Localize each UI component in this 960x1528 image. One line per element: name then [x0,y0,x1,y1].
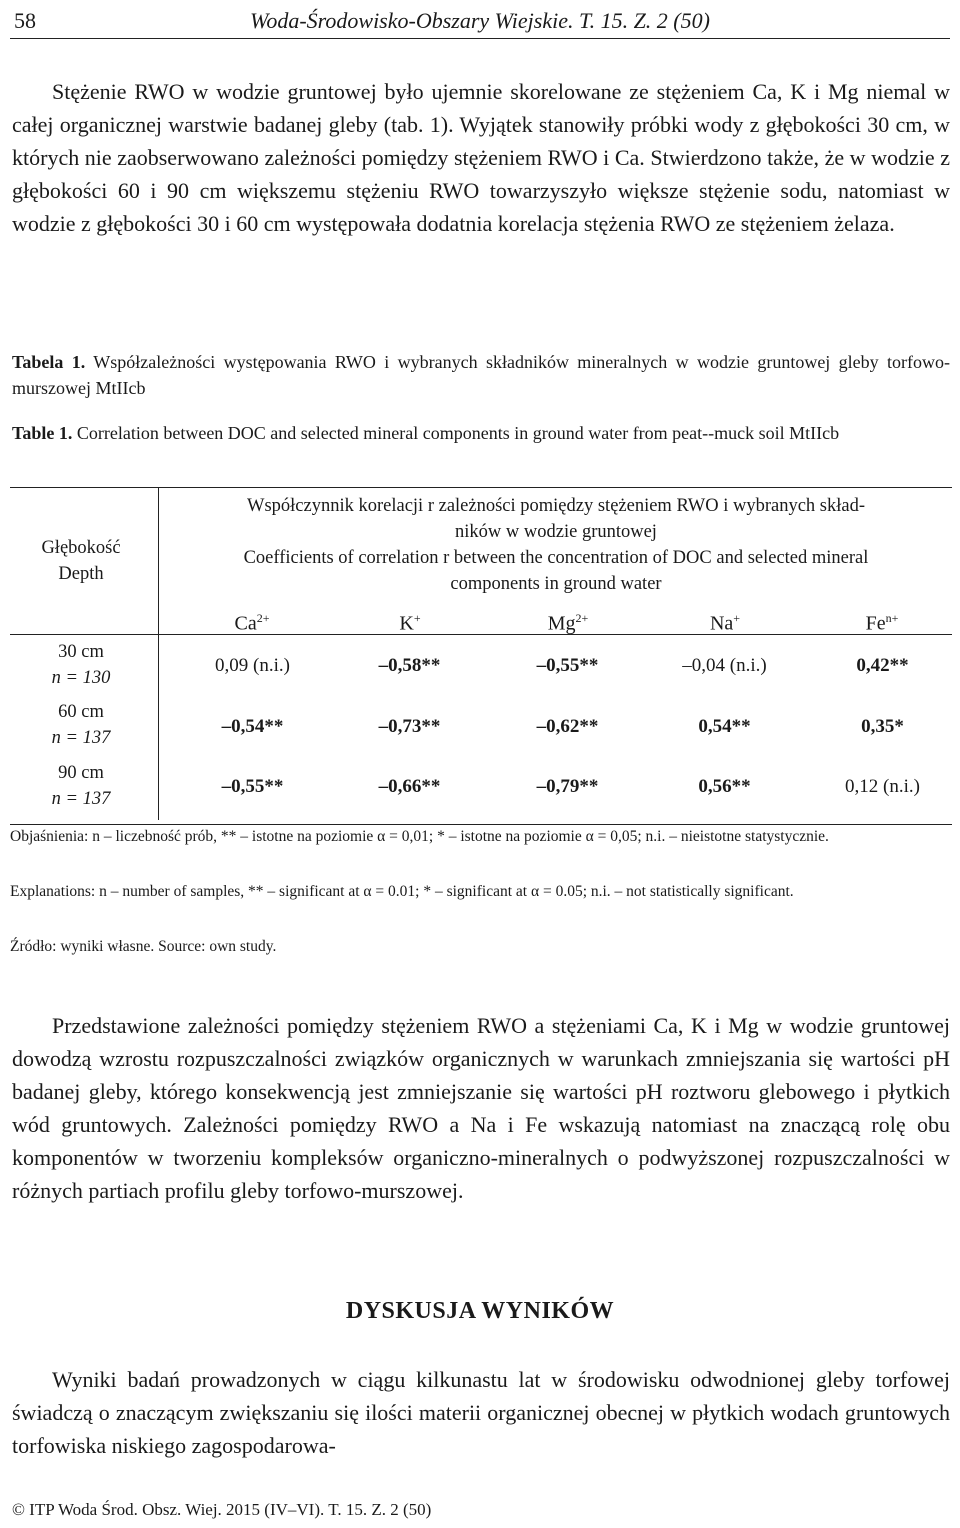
correlation-table [10,487,952,820]
page-header [10,4,950,39]
depth-header-pl: Głębokość [41,538,121,558]
table-caption-pl [12,349,950,401]
table-cell: –0,54** [221,716,284,737]
depth-header-en: Depth [58,564,104,584]
table-cell: –0,73** [378,716,441,737]
caption-text-en: Correlation between DOC and selected mineral components in ground water from peat--muck soil MtIIcb [76,423,840,443]
running-head: Woda-Środowisko-Obszary Wiejskie. T. 15. Z. 2 (50) [250,8,710,33]
table-cell: –0,66** [378,776,441,797]
caption-label-en: Table 1. [12,423,73,443]
table-caption-en [12,420,950,446]
coef-header-pl-line1: Współczynnik korelacji r zależności pomiędzy stężeniem RWO i wybranych skład- [247,496,865,516]
paragraph-results: Stężenie RWO w wodzie gruntowej było ujemnie skorelowane ze stężeniem Ca, K i Mg niemal w całej organicznej warstwie badanej gleby (tab. 1). Wyjątek stanowiły próbki wody z głębokości 30 cm, w których nie zaobserwowano zależności pomiędzy stężeniem RWO i Ca. Stwierdzono także, że w wodzie z głębokości 60 i 90 cm większemu stężeniu RWO towarzyszyło większe stężenie sodu, natomiast w wodzie z głębokości 30 i 60 cm występowała dodatnia korelacja stężenia RWO ze stężeniem żelaza. [12,79,950,236]
table-cell: 0,09 (n.i.) [215,655,290,676]
page-number: 58 [14,8,36,33]
row-depth-60: 60 cm n = 137 [51,702,111,748]
coef-header-en-line1: Coefficients of correlation r between the concentration of DOC and selected mineral [243,548,869,568]
ion-header-fe: $Fe^{n+}$ [865,611,899,635]
ion-header-na: Na+ [709,611,741,635]
page-footer: © ITP Woda Środ. Obsz. Wiej. 2015 (IV–VI). T. 15. Z. 2 (50) [12,1500,432,1519]
ion-header-mg: $Mg^{2+}$ [547,611,589,635]
table-cell: –0,04 (n.i.) [682,655,767,676]
ion-header-ca: $Ca^{2+}$ [234,611,270,635]
table-cell: –0,55** [536,655,599,676]
caption-label-pl: Tabela 1. [12,352,86,372]
row-depth-30: 30 cm n = 130 [51,642,111,688]
table-cell: 0,42** [856,655,909,676]
table-cell: 0,12 (n.i.) [845,776,920,797]
row-depth-90: 90 cm n = 137 [51,763,111,809]
table-cell: 0,54** [698,716,751,737]
table-cell: –0,55** [221,776,284,797]
table-cell: 0,56** [698,776,751,797]
table-source: Źródło: wyniki własne. Source: own study. [10,938,277,955]
table-cell: 0,35* [861,716,904,737]
ion-header-k: K+ [399,611,421,635]
table-cell: –0,62** [536,716,599,737]
table-note-pl: Objaśnienia: n – liczebność prób, ** – istotne na poziomie α = 0,01; * – istotne na poziomie α = 0,05; n.i. – nieistotne statystycznie. [10,828,829,845]
coef-header-pl-line2: ników w wodzie gruntowej [455,522,657,542]
table-note-en: Explanations: n – number of samples, ** – significant at α = 0.01; * – significant at α = 0.05; n.i. – not statistically significant. [10,883,794,900]
table-column-divider [158,487,159,820]
table-cell: –0,79** [536,776,599,797]
section-title: DYSKUSJA WYNIKÓW [345,1298,615,1324]
paragraph-discussion: Wyniki badań prowadzonych w ciągu kilkunastu lat w środowisku odwodnionej gleby torfowej świadczą o znaczącym zwiększaniu się ilości materii organicznej obecnej w płytkich wodach gruntowych torfowiska niskiego zagospodarowa- [12,1367,950,1458]
table-top-rule [10,487,952,488]
coefficient-header [160,493,952,597]
depth-header [10,535,152,587]
coef-header-en-line2: components in ground water [450,574,662,594]
caption-text-pl: Współzależności występowania RWO i wybranych składników mineralnych w wodzie gruntowej gleby torfowo-murszowej MtIIcb [12,352,950,398]
paragraph-interpretation: Przedstawione zależności pomiędzy stężeniem RWO a stężeniami Ca, K i Mg w wodzie gruntowej dowodzą wzrostu rozpuszczalności związków organicznych w warunkach zmniejszania się wartości pH badanej gleby, którego konsekwencją jest zmniejszanie się wartości pH roztworu glebowego i płytkich wód gruntowych. Zależności pomiędzy RWO a Na i Fe wskazują natomiast na znaczącą rolę obu komponentów w tworzeniu kompleksów organiczno-mineralnych o podwyższonej rozpuszczalności w różnych partiach profilu gleby torfowo-murszowej. [12,1013,950,1203]
table-cell: –0,58** [378,655,441,676]
